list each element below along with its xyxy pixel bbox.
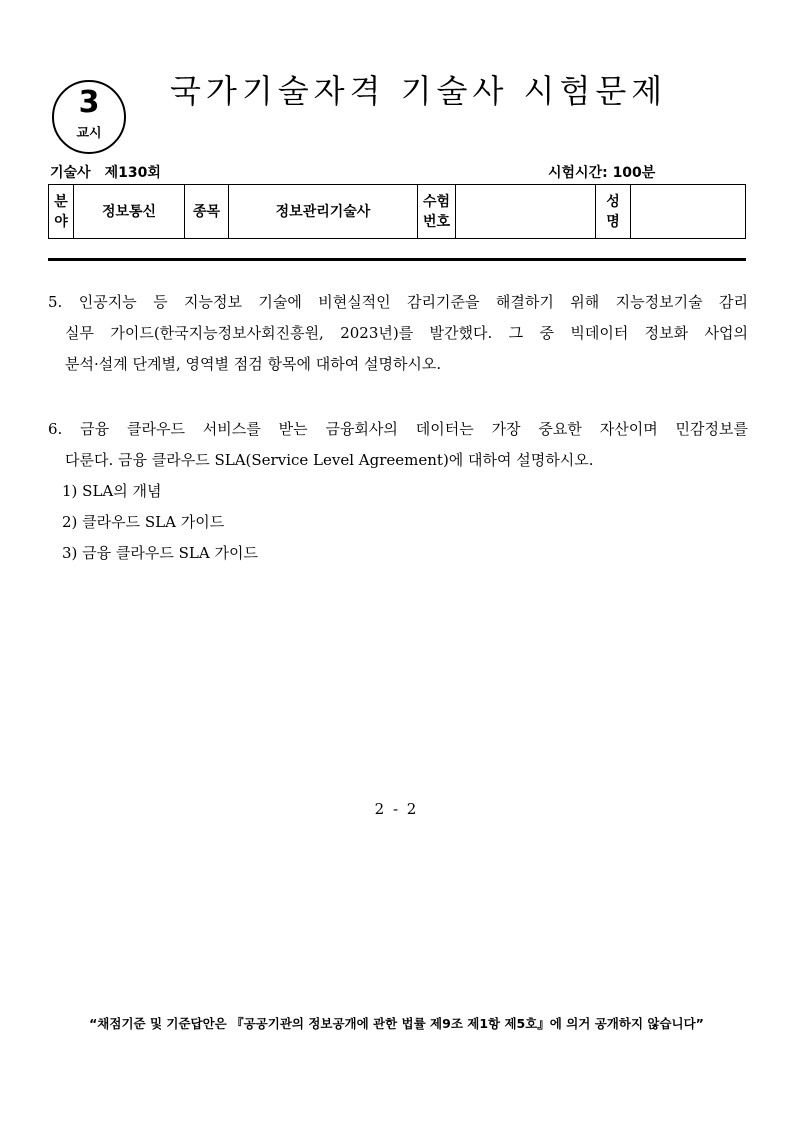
exam-number-field[interactable] <box>456 185 596 239</box>
category-label: 종목 <box>185 185 229 239</box>
page-number: 2 - 2 <box>374 800 419 818</box>
field-label-bottom: 야 <box>54 213 68 230</box>
question-5-line-3: 분석·설계 단계별, 영역별 점검 항목에 대하여 설명하시오. <box>65 355 442 373</box>
session-number: 3 <box>78 85 100 120</box>
field-value: 정보통신 <box>74 185 185 239</box>
name-label-cell <box>596 185 631 239</box>
question-5 <box>48 287 748 380</box>
header-divider <box>48 258 746 261</box>
question-6-sub-2: 2) 클라우드 SLA 가이드 <box>62 513 225 531</box>
exam-time: 시험시간: 100분 <box>548 165 656 181</box>
exam-title: 국가기술자격 기술사 시험문제 <box>170 72 668 110</box>
category-value: 정보관리기술사 <box>229 185 418 239</box>
exam-info-table <box>48 184 746 239</box>
session-label: 교시 <box>76 126 102 141</box>
question-5-line-2: 실무 가이드(한국지능정보사회진흥원, 2023년)를 발간했다. 그 중 빅데이터 정보화 사업의 <box>65 324 748 342</box>
exam-round: 제130회 <box>104 165 161 181</box>
qualification-label: 기술사 <box>50 165 91 181</box>
name-label-top: 성 <box>606 193 620 210</box>
name-field[interactable] <box>631 185 746 239</box>
field-label-cell <box>49 185 74 239</box>
exam-number-label-bottom: 번호 <box>422 213 451 230</box>
name-label-bottom: 명 <box>606 213 620 230</box>
session-badge <box>52 80 126 154</box>
field-label-top: 분 <box>54 193 68 210</box>
question-6-sub-1: 1) SLA의 개념 <box>62 482 162 500</box>
exam-number-label-cell <box>418 185 456 239</box>
footer-notice: “채점기준 및 기준답안은 『공공기관의 정보공개에 관한 법률 제9조 제1항 제5호』에 의거 공개하지 않습니다” <box>89 1016 704 1031</box>
question-6 <box>48 414 748 569</box>
exam-meta-left <box>50 163 161 183</box>
question-6-line-1: 6. 금융 클라우드 서비스를 받는 금융회사의 데이터는 가장 중요한 자산이며 민감정보를 <box>48 420 748 438</box>
question-5-line-1: 5. 인공지능 등 지능정보 기술에 비현실적인 감리기준을 해결하기 위해 지능정보기술 감리 <box>48 293 748 311</box>
exam-number-label-top: 수험 <box>422 193 451 210</box>
question-6-line-2: 다룬다. 금융 클라우드 SLA(Service Level Agreement)에 대하여 설명하시오. <box>65 451 594 469</box>
question-6-sub-3: 3) 금융 클라우드 SLA 가이드 <box>62 544 258 562</box>
